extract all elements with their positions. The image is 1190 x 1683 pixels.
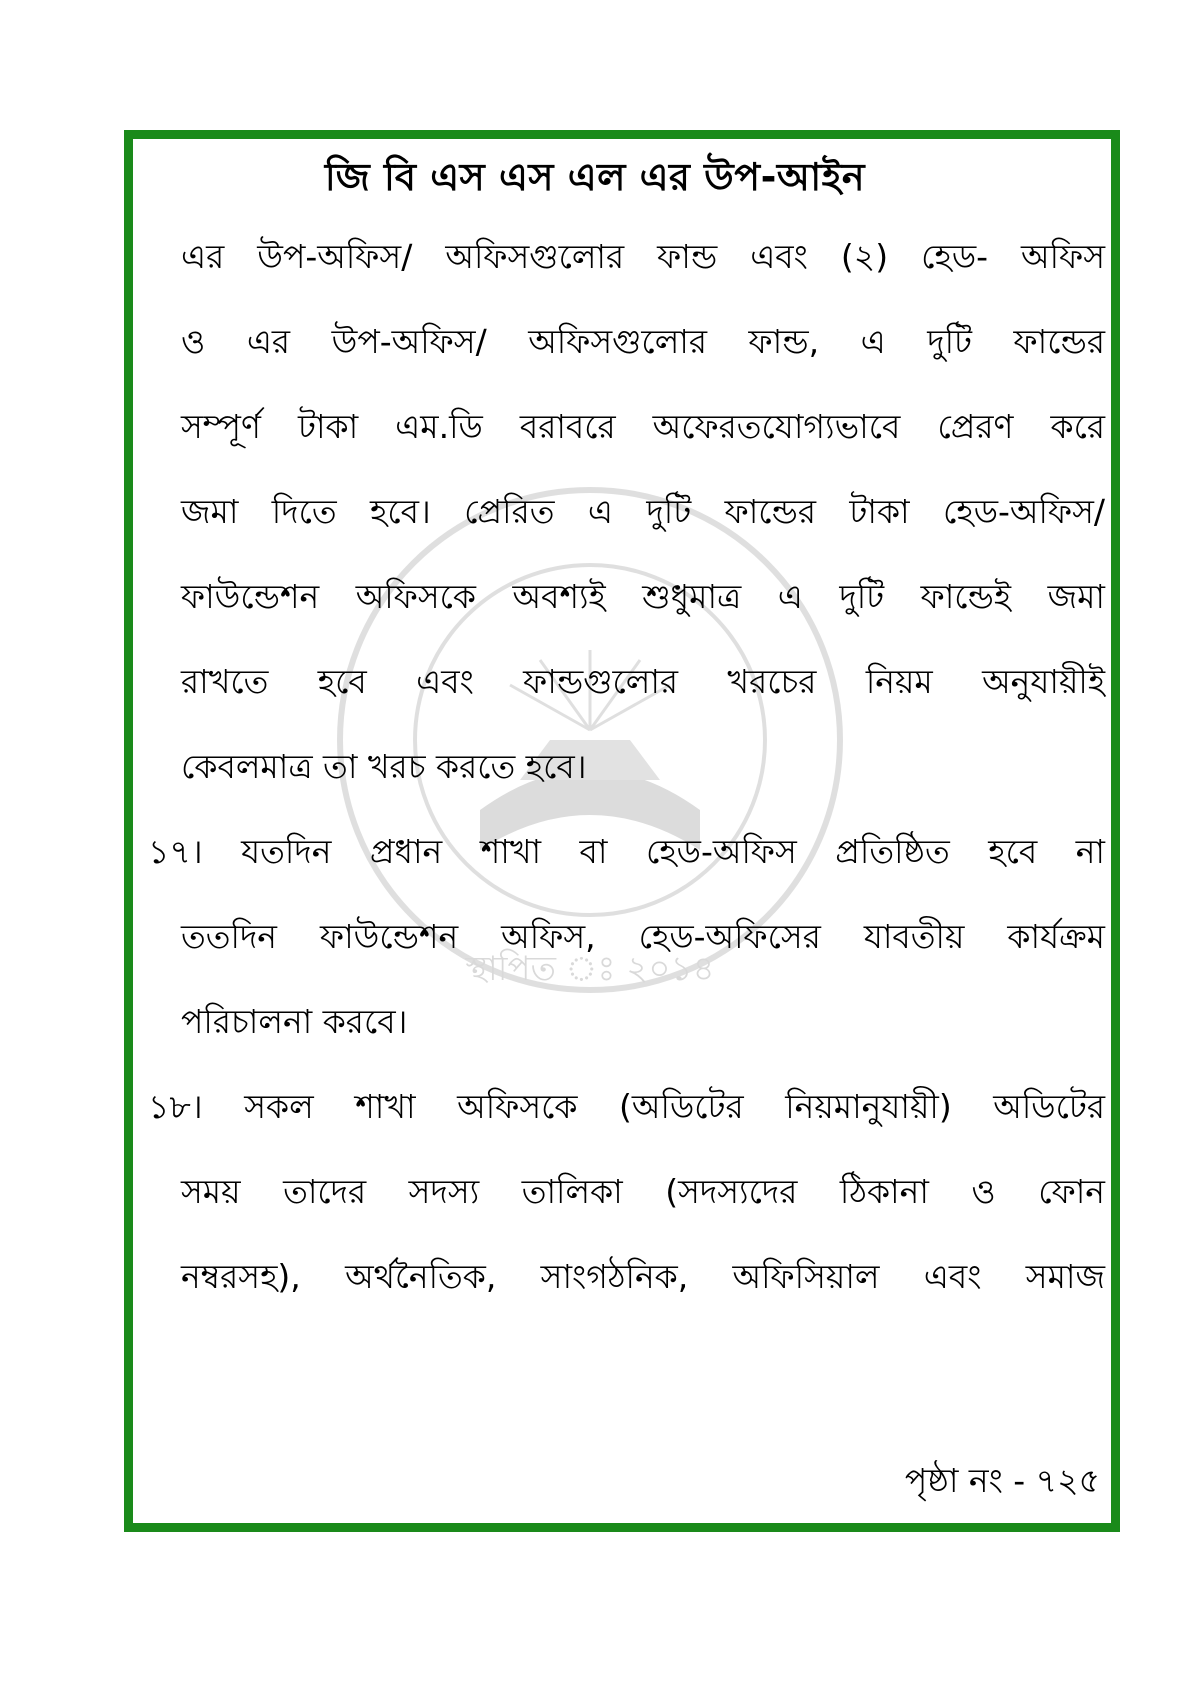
text-line: পরিচালনা করবে। <box>181 1002 408 1041</box>
numbered-clause-17: ১৭। যতদিন প্রধান শাখা বা হেড-অফিস প্রতিষ্ঠিত হবে না <box>148 832 1105 871</box>
text-line: এর উপ-অফিস/ অফিসগুলোর ফান্ড এবং (২) হেড- অফিস <box>181 237 1105 276</box>
text-line: সম্পূর্ণ টাকা এম.ডি বরাবরে অফেরতযোগ্যভাবে প্রেরণ করে <box>181 407 1105 446</box>
page-title: জি বি এস এস এল এর উপ-আইন <box>324 155 866 199</box>
text-line: জমা দিতে হবে। প্রেরিত এ দুটি ফান্ডের টাকা হেড-অফিস/ <box>181 492 1105 531</box>
page-number: পৃষ্ঠা নং - ৭২৫ <box>904 1461 1100 1500</box>
text-line: কেবলমাত্র তা খরচ করতে হবে। <box>181 747 587 786</box>
text-line: রাখতে হবে এবং ফান্ডগুলোর খরচের নিয়ম অনুযায়ীই <box>181 662 1105 701</box>
text-line: ফাউন্ডেশন অফিসকে অবশ্যই শুধুমাত্র এ দুটি ফান্ডেই জমা <box>181 577 1105 616</box>
text-line: ও এর উপ-অফিস/ অফিসগুলোর ফান্ড, এ দুটি ফান্ডের <box>181 322 1105 361</box>
seal-year-text: স্থাপিত ঃ ২০১৪ <box>465 949 715 989</box>
text-line: সময় তাদের সদস্য তালিকা (সদস্যদের ঠিকানা ও ফোন <box>181 1172 1105 1211</box>
numbered-clause-18: ১৮। সকল শাখা অফিসকে (অডিটের নিয়মানুযায়ী) অডিটের <box>148 1087 1105 1126</box>
text-line: নম্বরসহ), অর্থনৈতিক, সাংগঠনিক, অফিসিয়াল এবং সমাজ <box>181 1257 1105 1296</box>
text-line: ততদিন ফাউন্ডেশন অফিস, হেড-অফিসের যাবতীয় কার্যক্রম <box>181 917 1105 956</box>
